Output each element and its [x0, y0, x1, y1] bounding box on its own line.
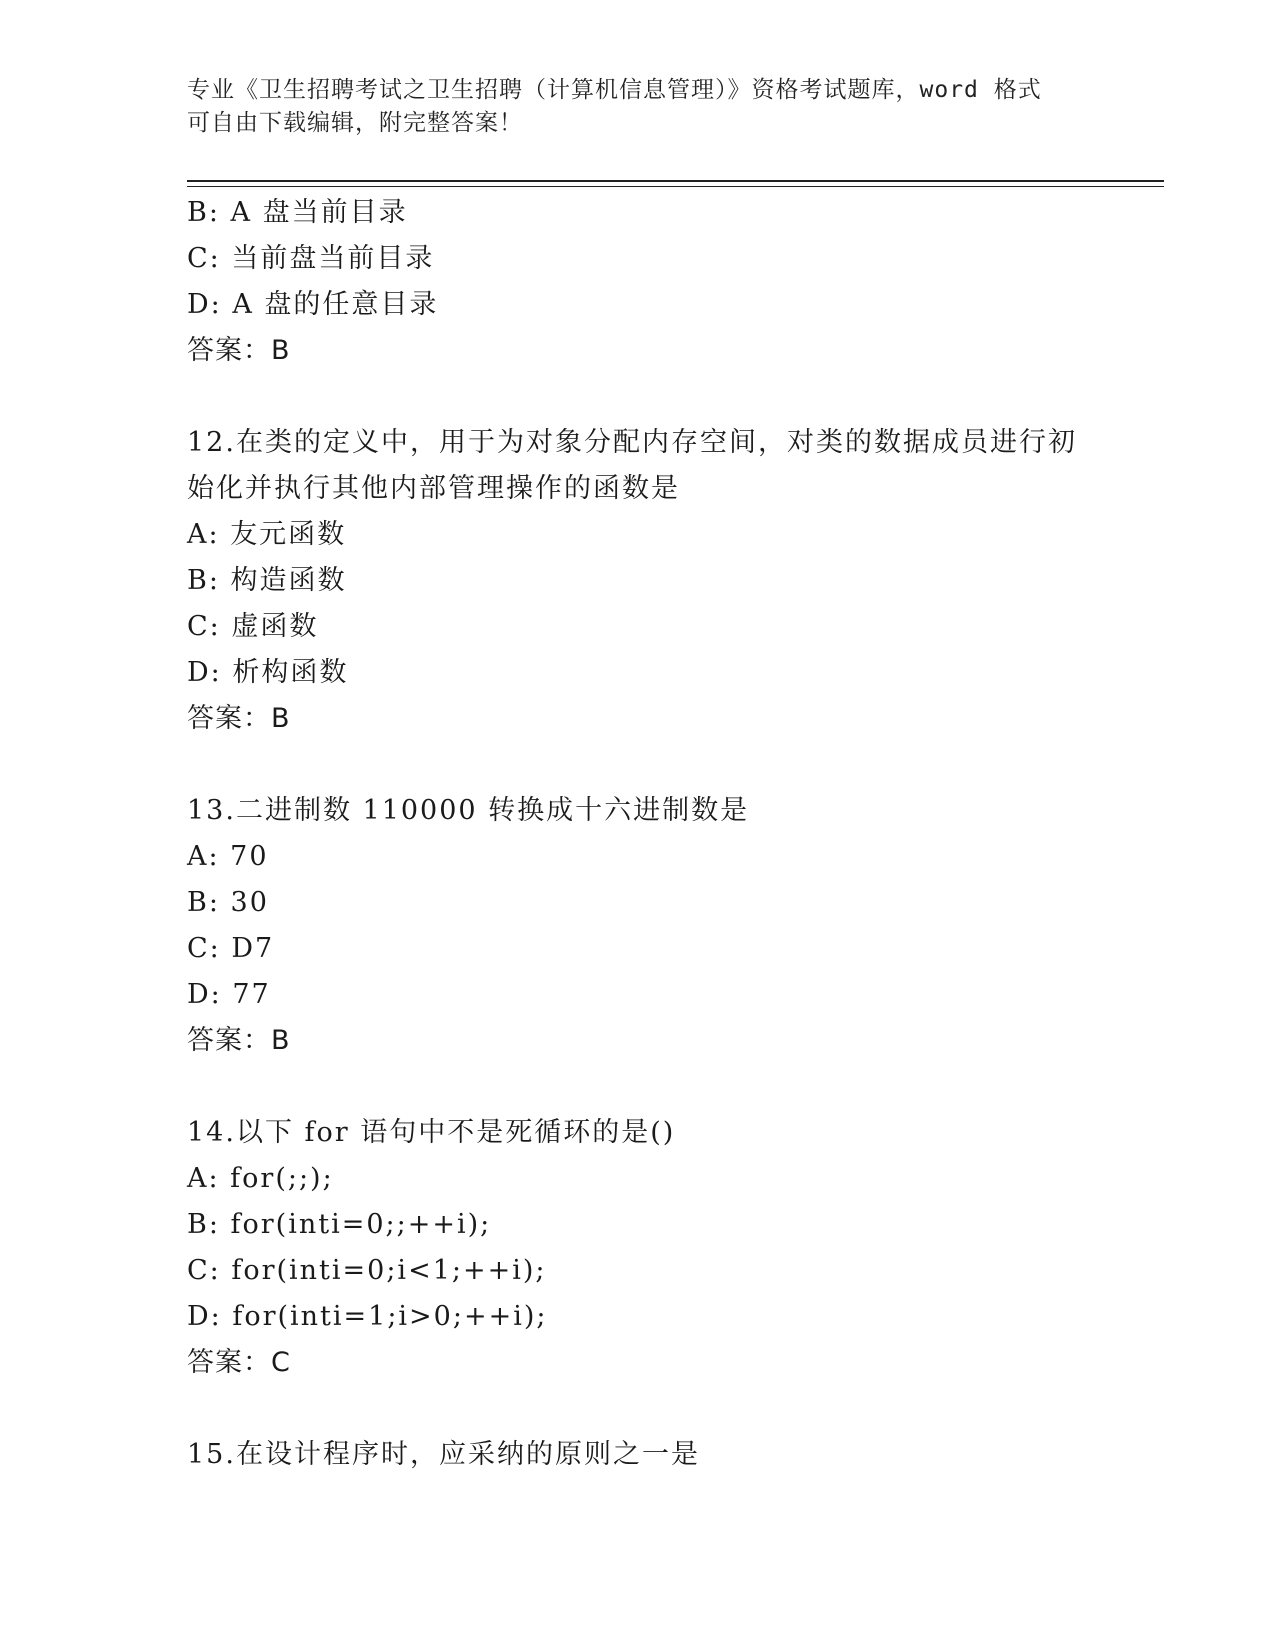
spacer — [187, 742, 1087, 788]
answer: 答案：C — [187, 1347, 291, 1378]
option-c: C: 虚函数 — [187, 611, 319, 642]
question-stem: 15.在设计程序时，应采纳的原则之一是 — [187, 1439, 700, 1470]
question-14 — [187, 1110, 1087, 1386]
option-b: B: for(inti=0;;++i); — [187, 1209, 492, 1240]
answer: 答案：B — [187, 1025, 291, 1056]
question-13 — [187, 788, 1087, 1064]
question-stem: 14.以下 for 语句中不是死循环的是() — [187, 1117, 676, 1148]
spacer — [187, 1386, 1087, 1432]
option-d: D: 77 — [187, 979, 271, 1010]
header-line-1: 专业《卫生招聘考试之卫生招聘（计算机信息管理）》资格考试题库，word 格式 — [187, 77, 1042, 103]
document-header — [187, 74, 1087, 140]
option-b: B: 30 — [187, 887, 269, 918]
question-12 — [187, 420, 1087, 742]
option-b: B: 构造函数 — [187, 565, 347, 596]
question-stem-line-1: 12.在类的定义中，用于为对象分配内存空间，对类的数据成员进行初 — [187, 427, 1077, 458]
question-stem: 13.二进制数 110000 转换成十六进制数是 — [187, 795, 750, 826]
answer: 答案：B — [187, 335, 291, 366]
answer: 答案：B — [187, 703, 291, 734]
option-b: B: A 盘当前目录 — [187, 197, 408, 228]
option-a: A: 友元函数 — [187, 519, 347, 550]
header-line-2: 可自由下载编辑，附完整答案！ — [187, 110, 523, 136]
option-c: C: for(inti=0;i<1;++i); — [187, 1255, 547, 1286]
option-c: C: 当前盘当前目录 — [187, 243, 435, 274]
header-divider-thick — [187, 180, 1164, 182]
question-list — [187, 190, 1087, 1478]
question-stem-line-2: 始化并执行其他内部管理操作的函数是 — [187, 473, 680, 504]
option-d: D: A 盘的任意目录 — [187, 289, 439, 320]
option-a: A: 70 — [187, 841, 269, 872]
spacer — [187, 1064, 1087, 1110]
option-a: A: for(;;); — [187, 1163, 334, 1194]
option-c: C: D7 — [187, 933, 275, 964]
question-11 — [187, 190, 1087, 374]
spacer — [187, 374, 1087, 420]
option-d: D: 析构函数 — [187, 657, 349, 688]
header-divider-thin — [187, 186, 1164, 187]
option-d: D: for(inti=1;i>0;++i); — [187, 1301, 548, 1332]
question-15 — [187, 1432, 1087, 1478]
